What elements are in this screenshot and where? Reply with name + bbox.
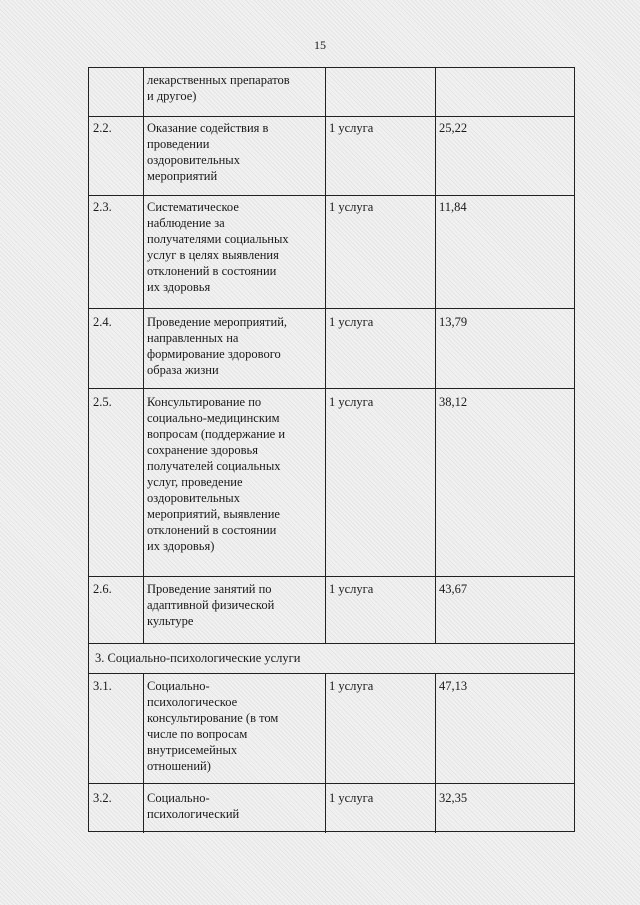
service-unit: 1 услуга bbox=[329, 315, 374, 329]
row-number: 2.2. bbox=[93, 121, 112, 135]
row-divider bbox=[89, 576, 574, 577]
row-number: 3.1. bbox=[93, 679, 112, 693]
col-divider bbox=[143, 673, 144, 833]
service-name: Проведение мероприятий, направленных на формирование здорового образа жизни bbox=[147, 315, 288, 377]
row-divider bbox=[89, 673, 574, 674]
row-divider bbox=[89, 195, 574, 196]
row-number: 2.6. bbox=[93, 582, 112, 596]
service-price: 13,79 bbox=[439, 315, 468, 329]
row-number: 3.2. bbox=[93, 791, 112, 805]
row-divider bbox=[89, 643, 574, 644]
row-divider bbox=[89, 388, 574, 389]
service-name: Оказание содействия в проведении оздоровительных мероприятий bbox=[147, 121, 269, 183]
service-price: 43,67 bbox=[439, 582, 468, 596]
service-unit: 1 услуга bbox=[329, 395, 374, 409]
service-price: 25,22 bbox=[439, 121, 468, 135]
service-unit: 1 услуга bbox=[329, 791, 374, 805]
service-name: Систематическое наблюдение за получателями социальных услуг в целях выявления отклонений в состоянии их здоровья bbox=[147, 200, 289, 294]
service-unit: 1 услуга bbox=[329, 582, 374, 596]
row-number: 2.3. bbox=[93, 200, 112, 214]
service-name: лекарственных препаратов и другое) bbox=[147, 73, 290, 103]
row-divider bbox=[89, 116, 574, 117]
section-header: 3. Социально-психологические услуги bbox=[95, 651, 301, 665]
service-price: 11,84 bbox=[439, 200, 467, 214]
row-number: 2.5. bbox=[93, 395, 112, 409]
service-name: Социально- психологическое консультирование (в том числе по вопросам внутрисемейных отношений) bbox=[147, 679, 279, 773]
services-table bbox=[88, 67, 575, 832]
page-number: 15 bbox=[314, 38, 326, 52]
service-price: 32,35 bbox=[439, 791, 468, 805]
col-divider bbox=[435, 673, 436, 833]
col-divider bbox=[143, 68, 144, 643]
row-divider bbox=[89, 783, 574, 784]
service-price: 47,13 bbox=[439, 679, 468, 693]
service-price: 38,12 bbox=[439, 395, 468, 409]
service-unit: 1 услуга bbox=[329, 200, 374, 214]
row-number: 2.4. bbox=[93, 315, 112, 329]
col-divider bbox=[435, 68, 436, 643]
service-unit: 1 услуга bbox=[329, 679, 374, 693]
service-name: Консультирование по социально-медицинским вопросам (поддержание и сохранение здоровья получателей социальных услуг, проведение оздоровительных мероприятий, выявление отклонений в состоянии их здоровья) bbox=[147, 395, 286, 553]
row-divider bbox=[89, 308, 574, 309]
service-name: Проведение занятий по адаптивной физической культуре bbox=[147, 582, 275, 628]
service-name: Социально- психологический bbox=[147, 791, 240, 821]
service-unit: 1 услуга bbox=[329, 121, 374, 135]
